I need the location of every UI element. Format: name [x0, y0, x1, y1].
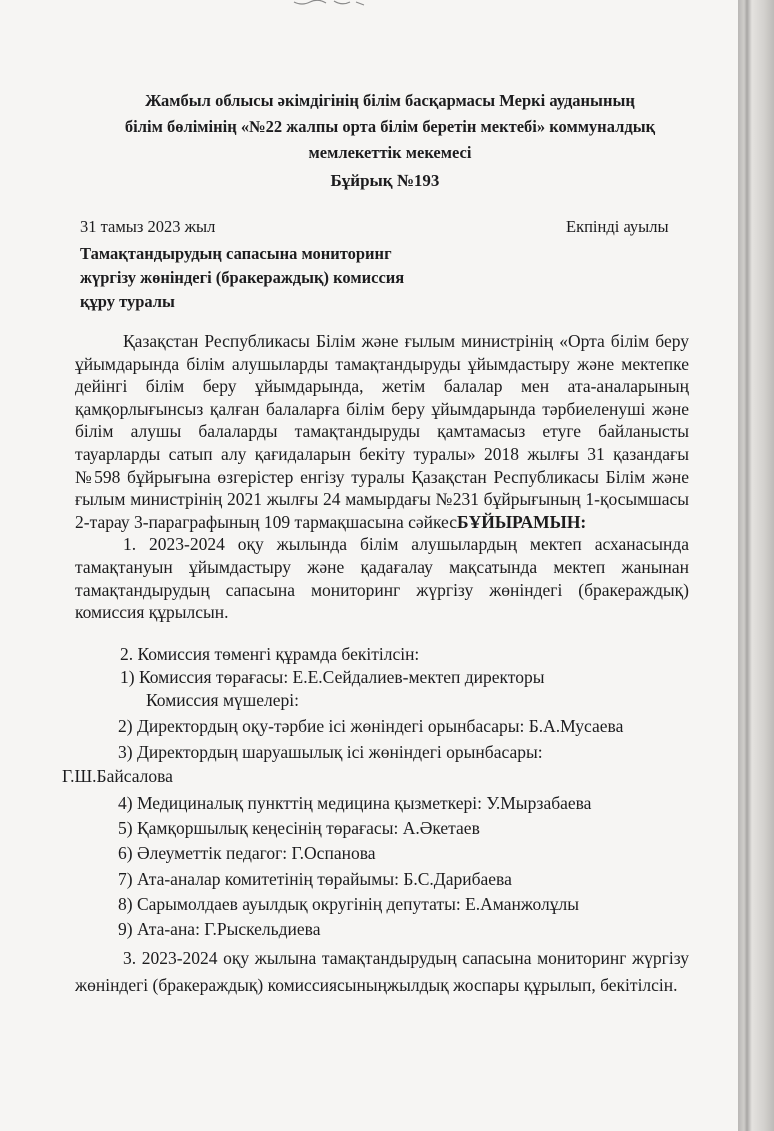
institution-header	[60, 88, 720, 166]
member-4: 4) Медициналық пункттің медицина қызметкері: У.Мырзабаева	[118, 793, 592, 813]
member-3: 3) Директордың шаруашылық ісі жөніндегі орынбасары:	[118, 742, 543, 762]
header-line-1: Жамбыл облысы әкімдігінің білім басқармасы Меркі ауданының	[145, 91, 635, 110]
order-subject	[80, 242, 480, 314]
member-6: 6) Әлеуметтік педагог: Г.Оспанова	[118, 843, 376, 863]
order-place: Екпінді ауылы	[566, 217, 669, 236]
member-1: 1) Комиссия төрағасы: Е.Е.Сейдалиев-мектеп директоры	[120, 667, 545, 687]
order-body	[75, 330, 689, 624]
order-date: 31 тамыз 2023 жыл	[80, 217, 216, 236]
header-line-2: білім бөлімінің «№22 жалпы орта білім беретін мектебі» коммуналдық	[124, 117, 656, 136]
member-9: 9) Ата-ана: Г.Рыскельдиева	[118, 919, 321, 939]
members-label: Комиссия мүшелері:	[146, 690, 300, 710]
subject-line-1: Тамақтандырудың сапасына мониторинг	[80, 244, 392, 263]
order-title: Бұйрық №193	[330, 171, 440, 190]
order-verb: БҰЙЫРАМЫН:	[457, 511, 587, 532]
header-line-3: мемлекеттік мекемесі	[308, 143, 472, 162]
member-8: 8) Сарымолдаев ауылдық округінің депутаты: Е.Аманжолұлы	[118, 894, 580, 914]
subject-line-3: құру туралы	[80, 292, 175, 311]
subject-line-2: жүргізу жөніндегі (бракераждық) комиссия	[80, 268, 405, 287]
point-3-paragraph	[75, 945, 689, 999]
member-2: 2) Директордың оқу-тәрбие ісі жөніндегі орынбасары: Б.А.Мусаева	[118, 716, 624, 736]
page-edge-shadow	[738, 0, 774, 1131]
point-2: 2. Комиссия төменгі құрамда бекітілсін:	[120, 644, 420, 664]
point-1: 1. 2023-2024 оқу жылында білім алушылардың мектеп асханасында тамақтануын ұйымдастыру және қадағалау мақсатында мектеп жанынан тамақтандырудың сапасына мониторинг жүргізу жөніндегі (бракераждық) комиссия құрылсын.	[75, 534, 689, 623]
member-3-name: Г.Ш.Байсалова	[62, 766, 173, 786]
preamble-text: Қазақстан Республикасы Білім және ғылым министрінің «Орта білім беру ұйымдарында білім алушыларды тамақтандыруды ұйымдастыру және мектепке дейінгі білім беру ұйымдарында, жетім балалар мен ата-аналарының қамқорлығынсыз қалған балаларға білім беру ұйымдарында тәрбиеленуші және білім алушы балаларды тамақтандыруды қамтамасыз етуге байланысты тауарларды сатып алу қағидаларын бекіту туралы» 2018 жылғы 31 қазандағы №598 бұйрығына өзгерістер енгізу туралы Қазақстан Республикасы Білім және ғылым министрінің 2021 жылғы 24 мамырдағы №231 бұйрығының 1-қосымшасы 2-тарау 3-параграфының 109 тармақшасына сәйкес	[75, 331, 689, 532]
scan-smudge	[290, 0, 370, 8]
member-5: 5) Қамқоршылық кеңесінің төрағасы: А.Әкетаев	[118, 818, 480, 838]
preamble-paragraph	[75, 330, 689, 533]
member-7: 7) Ата-аналар комитетінің төрайымы: Б.С.Дарибаева	[118, 869, 512, 889]
point-3: 3. 2023-2024 оқу жылына тамақтандырудың сапасына мониторинг жүргізу жөніндегі (бракераждық) комиссиясыныңжылдық жоспары құрылып, бекітілсін.	[75, 948, 689, 995]
